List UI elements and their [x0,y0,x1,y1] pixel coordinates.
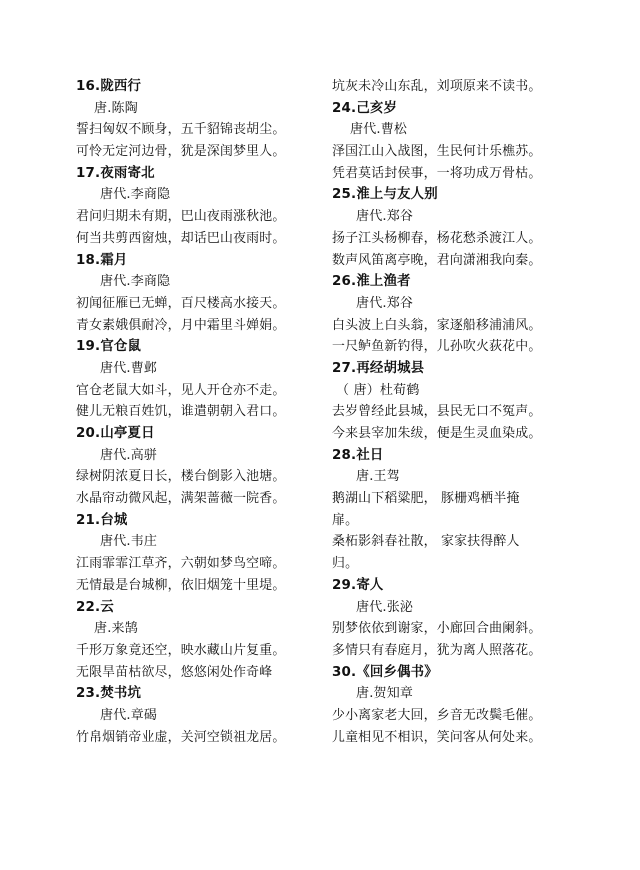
poem-verse-line: 扬子江头杨柳春，杨花愁杀渡江人。 [332,230,542,246]
poem-author: 唐代.曹邺 [100,360,158,376]
poem-title: 29.寄人 [332,577,384,593]
poem-verse-line: 誓扫匈奴不顾身，五千貂锦丧胡尘。 [76,122,286,138]
poem-author: 唐代.李商隐 [100,274,171,290]
poem-author: 唐.来鹄 [94,621,138,637]
poem-verse-line: 数声风笛离亭晚，君向潇湘我向秦。 [332,252,542,268]
poem-verse-line: 君问归期未有期，巴山夜雨涨秋池。 [76,209,286,225]
poem-verse-line: 健儿无粮百姓饥，谁遣朝朝入君口。 [76,404,286,420]
poem-title: 24.己亥岁 [332,100,398,116]
poem-verse-line: 归。 [332,556,359,572]
poem-verse-line: 白头波上白头翁，家逐船移浦浦风。 [332,317,542,333]
poem-verse-line: 一尺鲈鱼新钓得，儿孙吹火荻花中。 [332,339,542,355]
poem-verse-line: 凭君莫话封侯事，一将功成万骨枯。 [332,165,542,181]
poem-author: 唐代.李商隐 [100,187,171,203]
poem-author: 唐代.高骈 [100,447,158,463]
poem-title: 16.陇西行 [76,79,142,94]
poem-verse-line: 坑灰未冷山东乱，刘项原来不读书。 [332,79,542,94]
poem-verse-line: 少小离家老大回，乡音无改鬓毛催。 [332,707,542,723]
poem-verse-line: 扉。 [332,512,359,528]
poem-title: 26.淮上渔者 [332,274,411,290]
poem-verse-line: 竹帛烟销帝业虚，关河空锁祖龙居。 [76,729,286,745]
poem-verse-line: 桑柘影斜春社散， 家家扶得醉人 [332,534,520,550]
poem-verse-line: 今来县宰加朱绂，便是生灵血染成。 [332,426,542,441]
poem-author: 唐代.郑谷 [356,209,414,225]
poem-title: 27.再经胡城县 [332,360,425,376]
poem-verse-line: 何当共剪西窗烛，却话巴山夜雨时。 [76,230,286,246]
poem-title: 20.山亭夏日 [76,426,155,441]
poem-verse-line: 千形万象竟还空，映水藏山片复重。 [76,642,286,658]
poem-title: 22.云 [76,599,114,615]
poem-verse-line: 多情只有春庭月，犹为离人照落花。 [332,642,542,658]
poem-verse-line: 鹅湖山下稻粱肥， 豚栅鸡栖半掩 [332,491,520,507]
poem-verse-line: 水晶帘动微风起，满架蔷薇一院香。 [76,491,286,507]
poem-verse-line: 江雨霏霏江草齐，六朝如梦鸟空啼。 [76,556,286,572]
poem-title: 19.官仓鼠 [76,339,142,355]
poem-title: 23.焚书坑 [76,686,142,702]
poem-verse-line: 绿树阴浓夏日长，楼台倒影入池塘。 [76,469,286,485]
poem-author: 唐代.郑谷 [356,295,414,311]
poem-title: 28.社日 [332,447,384,463]
poem-author: 唐.贺知章 [356,686,414,702]
poem-verse-line: 去岁曾经此县城，县民无口不冤声。 [332,404,542,420]
poem-author: （ 唐）杜荀鹤 [336,382,420,398]
poem-author: 唐.王驾 [356,469,400,485]
poem-verse-line: 无限旱苗枯欲尽，悠悠闲处作奇峰 [76,664,273,680]
right-poem-column [332,76,578,748]
poem-author: 唐.陈陶 [94,100,138,116]
left-poem-column [76,76,320,748]
poem-author: 唐代.章碣 [100,707,158,723]
poem-verse-line: 官仓老鼠大如斗，见人开仓亦不走。 [76,382,286,398]
poem-verse-line: 初闻征雁已无蝉，百尺楼高水接天。 [76,295,286,311]
poem-title: 17.夜雨寄北 [76,165,155,181]
poem-title: 30.《回乡偶书》 [332,664,438,680]
poem-verse-line: 青女素娥俱耐冷，月中霜里斗婵娟。 [76,317,286,333]
poem-author: 唐代.张泌 [356,599,414,615]
poem-verse-line: 泽国江山入战图，生民何计乐樵苏。 [332,144,542,160]
poem-author: 唐代.韦庄 [100,534,158,550]
poem-verse-line: 无情最是台城柳，依旧烟笼十里堤。 [76,577,286,593]
poem-author: 唐代.曹松 [350,122,408,138]
poem-title: 21.台城 [76,512,128,528]
poem-verse-line: 可怜无定河边骨，犹是深闺梦里人。 [76,144,286,160]
poem-title: 18.霜月 [76,252,128,268]
poem-verse-line: 儿童相见不相识，笑问客从何处来。 [332,729,542,745]
poem-verse-line: 别梦依依到谢家，小廊回合曲阑斜。 [332,621,542,637]
poem-title: 25.淮上与友人别 [332,187,438,203]
